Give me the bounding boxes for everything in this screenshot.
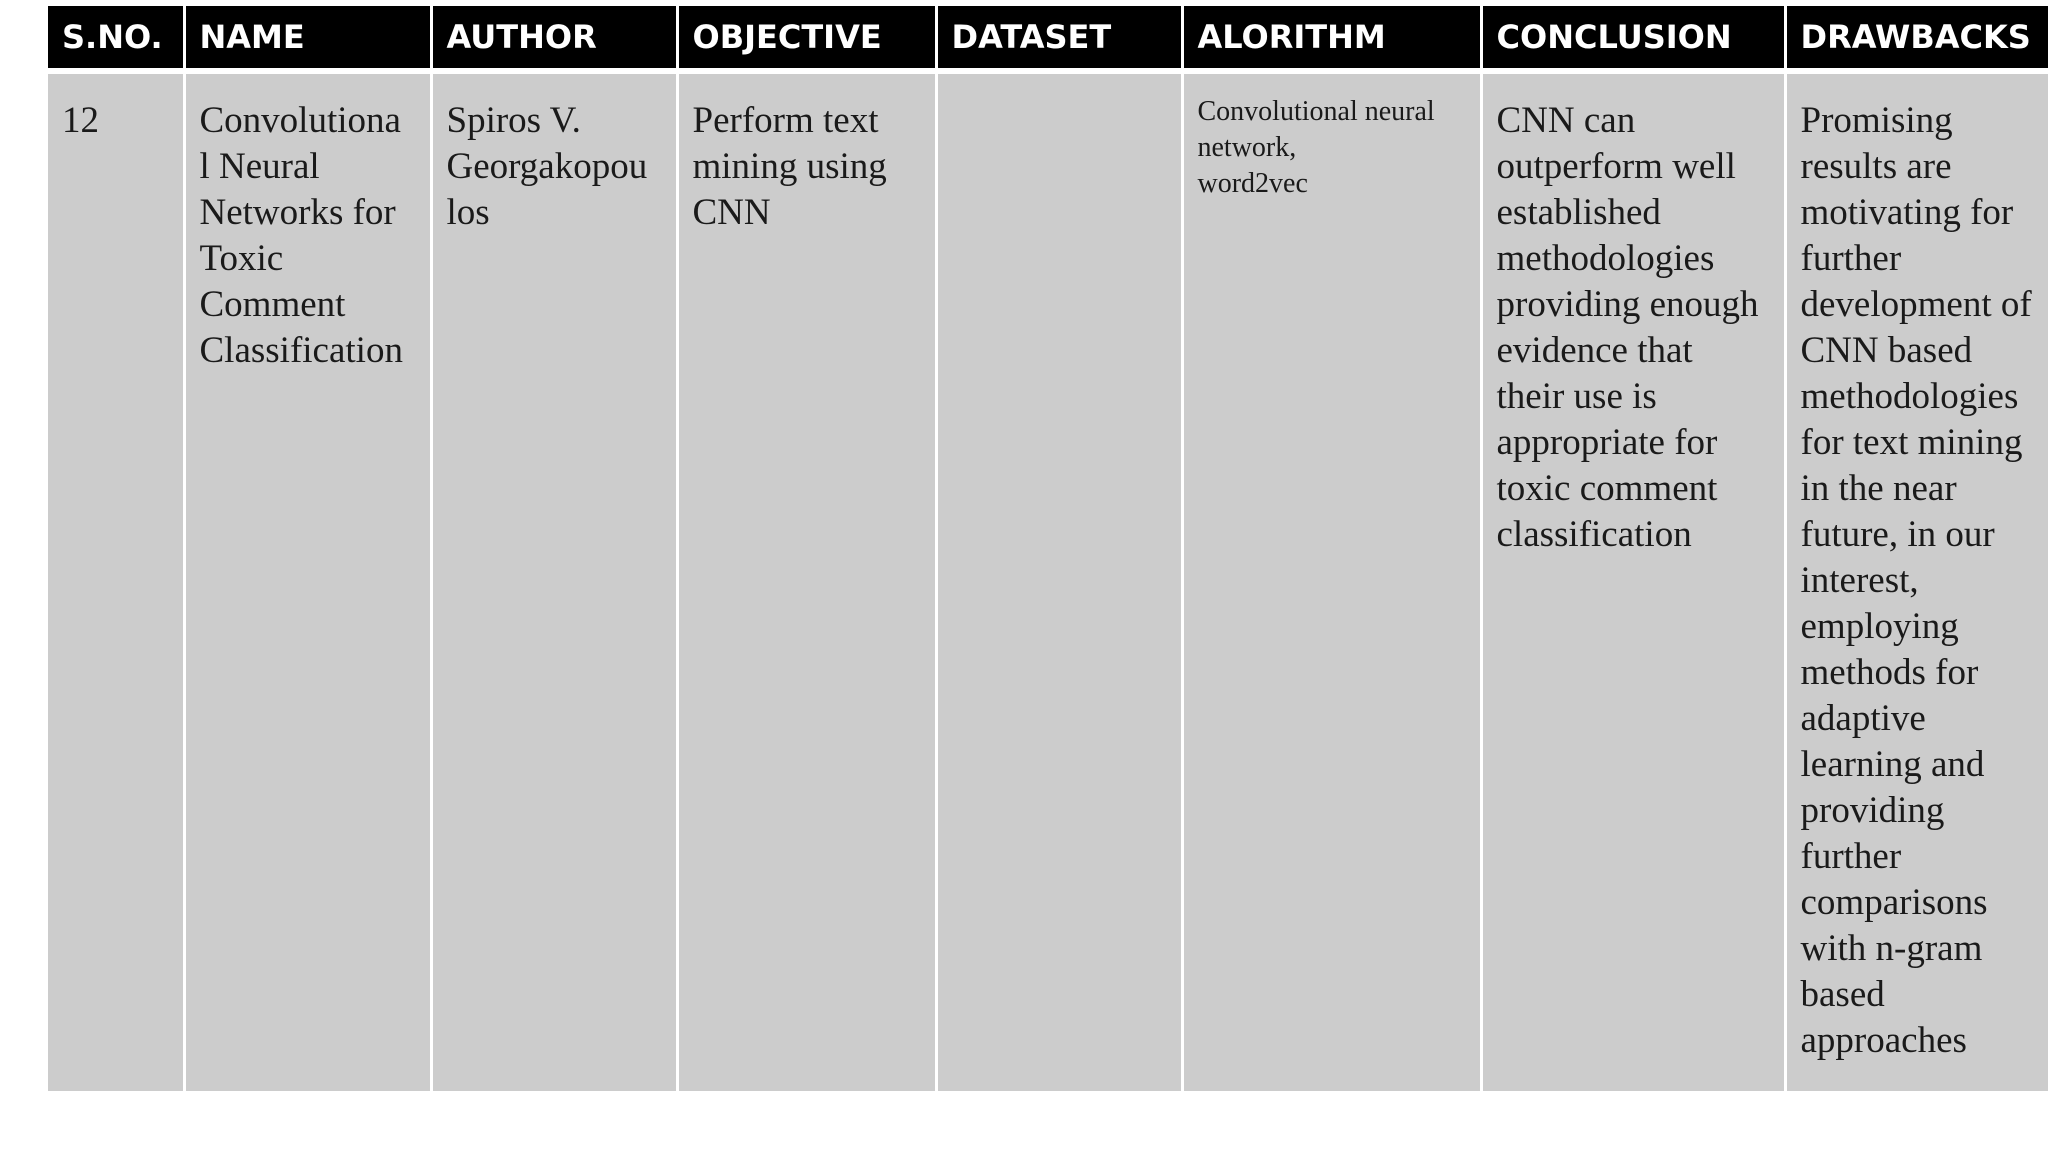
- cell-objective: [677, 71, 936, 1091]
- algorithm-text: Convolutional neural network, word2vec: [1197, 96, 1435, 199]
- header-algorithm: ALORITHM: [1182, 6, 1481, 71]
- objective-text: Perform text mining using CNN: [692, 100, 887, 233]
- literature-survey-table: [48, 6, 2048, 1091]
- table-row: [48, 71, 2048, 1091]
- header-conclusion: CONCLUSION: [1481, 6, 1785, 71]
- header-dataset: DATASET: [936, 6, 1182, 71]
- drawbacks-text: Promising results are motivating for further development of CNN based methodologies for text mining in the near future, in our interest, employing methods for adaptive learning and providing further comparisons with n-gram based approaches: [1800, 100, 2032, 1061]
- name-text: Convolutiona l Neural Networks for Toxic Comment Classification: [199, 100, 403, 371]
- cell-drawbacks: [1785, 71, 2048, 1091]
- header-author: AUTHOR: [431, 6, 677, 71]
- header-drawbacks: DRAWBACKS: [1785, 6, 2048, 71]
- cell-sno: [48, 71, 184, 1091]
- header-name: NAME: [184, 6, 431, 71]
- sno-text: 12: [62, 100, 99, 141]
- header-row: [48, 6, 2048, 71]
- header-sno: S.NO.: [48, 6, 184, 71]
- cell-name: [184, 71, 431, 1091]
- cell-dataset: [936, 71, 1182, 1091]
- cell-conclusion: [1481, 71, 1785, 1091]
- header-objective: OBJECTIVE: [677, 6, 936, 71]
- conclusion-text: CNN can outperform well established methodologies providing enough evidence that their use is appropriate for toxic comment classification: [1496, 100, 1759, 555]
- cell-algorithm: [1182, 71, 1481, 1091]
- cell-author: [431, 71, 677, 1091]
- author-text: Spiros V. Georgakopou los: [446, 100, 648, 233]
